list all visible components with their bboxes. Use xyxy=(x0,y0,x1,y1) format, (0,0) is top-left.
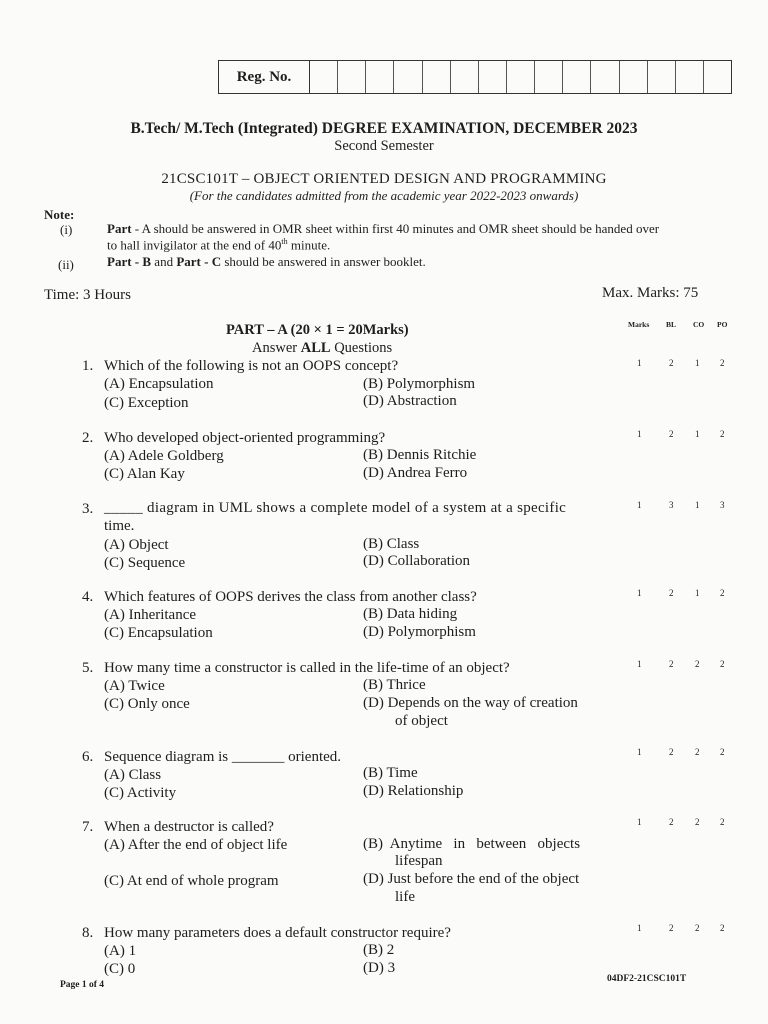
note-i-text3: minute. xyxy=(287,237,331,253)
note-i-number: (i) xyxy=(60,222,73,237)
q-marks: 1 xyxy=(637,659,642,669)
option-d: (D) Polymorphism xyxy=(363,624,476,640)
reg-cell xyxy=(394,61,422,93)
option-c: (C) At end of whole program xyxy=(104,873,279,889)
q-marks: 1 xyxy=(637,747,642,757)
option-b: (B) Data hiding xyxy=(363,606,458,622)
q-marks: 1 xyxy=(637,429,642,439)
course-title: 21CSC101T – OBJECT ORIENTED DESIGN AND PROGRAMMING xyxy=(161,171,607,187)
option-a: (A) Inheritance xyxy=(104,607,197,623)
reg-cell xyxy=(563,61,591,93)
q-bl: 2 xyxy=(669,588,674,598)
note-ii-number: (ii) xyxy=(58,257,74,272)
option-d: (D) Just before the end of the object xyxy=(363,871,580,887)
option-a: (A) After the end of object life xyxy=(104,837,288,853)
reg-cell xyxy=(338,61,366,93)
option-a: (A) Object xyxy=(104,537,169,553)
question-number: 7. xyxy=(82,819,94,835)
header-co: CO xyxy=(693,320,705,329)
option-c: (C) Only once xyxy=(104,696,190,712)
question-number: 2. xyxy=(82,430,94,446)
q-po: 2 xyxy=(720,747,725,757)
option-b: (B) Time xyxy=(363,765,418,781)
question-text-cont: time. xyxy=(104,518,135,534)
reg-cell xyxy=(451,61,479,93)
q-bl: 2 xyxy=(669,923,674,933)
q-co: 2 xyxy=(695,817,700,827)
option-a: (A) Twice xyxy=(104,678,165,694)
option-b: (B) Polymorphism xyxy=(363,376,476,392)
course-subtitle: (For the candidates admitted from the academic year 2022-2023 onwards) xyxy=(189,188,579,203)
question-text: How many parameters does a default constructor require? xyxy=(104,925,451,941)
option-d: (D) Collaboration xyxy=(363,553,471,569)
reg-cell xyxy=(310,61,338,93)
semester: Second Semester xyxy=(334,138,434,154)
reg-no-box xyxy=(218,60,732,94)
option-d: (D) Abstraction xyxy=(363,393,457,409)
q-bl: 2 xyxy=(669,659,674,669)
q-co: 1 xyxy=(695,500,700,510)
q-bl: 2 xyxy=(669,358,674,368)
exam-title: B.Tech/ M.Tech (Integrated) DEGREE EXAMINATION, DECEMBER 2023 xyxy=(130,120,638,137)
reg-cell xyxy=(704,61,731,93)
option-c: (C) Activity xyxy=(104,785,177,801)
q-po: 2 xyxy=(720,923,725,933)
option-d-cont: life xyxy=(395,889,415,905)
option-a: (A) Encapsulation xyxy=(104,376,214,392)
page-number: Page 1 of 4 xyxy=(60,980,105,990)
reg-cell xyxy=(366,61,394,93)
note-ii-text2: should be answered in answer booklet. xyxy=(221,254,426,269)
question-text: Sequence diagram is _______ oriented. xyxy=(104,749,342,765)
option-b: (B) Anytime in between objects xyxy=(363,836,581,852)
reg-cell xyxy=(620,61,648,93)
header-marks: Marks xyxy=(628,320,650,329)
instr-post: Questions xyxy=(330,340,393,356)
option-b: (B) Dennis Ritchie xyxy=(363,447,477,463)
option-a: (A) 1 xyxy=(104,943,137,959)
option-a: (A) Adele Goldberg xyxy=(104,448,224,464)
option-c: (C) Exception xyxy=(104,395,189,411)
option-c: (C) Encapsulation xyxy=(104,625,213,641)
option-c: (C) Alan Kay xyxy=(104,466,185,482)
question-number: 8. xyxy=(82,925,94,941)
q-co: 1 xyxy=(695,429,700,439)
note-i-line2 xyxy=(107,237,330,253)
reg-cell xyxy=(535,61,563,93)
option-b: (B) Class xyxy=(363,536,420,552)
q-co: 1 xyxy=(695,588,700,598)
reg-cell xyxy=(423,61,451,93)
header-bl: BL xyxy=(666,320,677,329)
q-po: 2 xyxy=(720,429,725,439)
reg-cell xyxy=(479,61,507,93)
note-ii-line xyxy=(107,254,426,270)
question-number: 1. xyxy=(82,358,94,374)
option-d: (D) Depends on the way of creation xyxy=(363,695,578,711)
q-bl: 2 xyxy=(669,817,674,827)
q-co: 2 xyxy=(695,923,700,933)
time: Time: 3 Hours xyxy=(44,287,131,303)
option-a: (A) Class xyxy=(104,767,162,783)
note-i-text2: to hall invigilator at the end of 40 xyxy=(107,237,282,253)
instr-bold: ALL xyxy=(300,340,331,356)
question-text: Who developed object-oriented programming? xyxy=(104,430,386,446)
reg-cell xyxy=(591,61,619,93)
note-ii-text1: and xyxy=(151,254,177,269)
part-a-instruction xyxy=(252,340,392,357)
reg-no-label: Reg. No. xyxy=(219,61,310,93)
question-text: Which features of OOPS derives the class from another class? xyxy=(104,589,477,605)
q-bl: 3 xyxy=(669,500,674,510)
option-c: (C) Sequence xyxy=(104,555,186,571)
q-bl: 2 xyxy=(669,429,674,439)
option-b: (B) 2 xyxy=(363,942,395,958)
q-marks: 1 xyxy=(637,500,642,510)
q-po: 2 xyxy=(720,659,725,669)
q-marks: 1 xyxy=(637,358,642,368)
question-text: When a destructor is called? xyxy=(104,819,274,835)
question-text: Which of the following is not an OOPS concept? xyxy=(104,358,399,374)
q-marks: 1 xyxy=(637,817,642,827)
q-bl: 2 xyxy=(669,747,674,757)
option-b-cont: lifespan xyxy=(395,853,443,869)
note-i-bold: Part xyxy=(107,221,132,236)
option-d-cont: of object xyxy=(395,713,448,729)
option-d: (D) Relationship xyxy=(363,783,464,799)
q-co: 1 xyxy=(695,358,700,368)
option-b: (B) Thrice xyxy=(363,677,426,693)
q-po: 2 xyxy=(720,588,725,598)
q-co: 2 xyxy=(695,747,700,757)
q-marks: 1 xyxy=(637,588,642,598)
q-po: 3 xyxy=(720,500,725,510)
q-co: 2 xyxy=(695,659,700,669)
note-ii-bold2: Part - C xyxy=(176,254,222,269)
option-d: (D) 3 xyxy=(363,960,396,976)
note-i-text1: - A should be answered in OMR sheet within first 40 minutes and OMR sheet should be handed over xyxy=(131,221,660,236)
note-i-line1 xyxy=(107,221,737,237)
question-number: 6. xyxy=(82,749,94,765)
q-po: 2 xyxy=(720,817,725,827)
option-c: (C) 0 xyxy=(104,961,136,977)
question-number: 3. xyxy=(82,501,94,517)
note-i-sup: th xyxy=(281,237,288,246)
question-number: 5. xyxy=(82,660,94,676)
option-d: (D) Andrea Ferro xyxy=(363,465,468,481)
question-text: How many time a constructor is called in the life-time of an object? xyxy=(104,660,510,676)
reg-cell xyxy=(676,61,704,93)
max-marks: Max. Marks: 75 xyxy=(602,285,699,301)
paper-code: 04DF2-21CSC101T xyxy=(607,974,687,984)
q-marks: 1 xyxy=(637,923,642,933)
header-po: PO xyxy=(717,320,728,329)
note-heading: Note: xyxy=(44,207,75,222)
part-a-heading: PART – A (20 × 1 = 20Marks) xyxy=(226,322,409,338)
reg-cell xyxy=(648,61,676,93)
q-po: 2 xyxy=(720,358,725,368)
reg-cell xyxy=(507,61,535,93)
question-number: 4. xyxy=(82,589,94,605)
question-text: _____ diagram in UML shows a complete model of a system at a specific xyxy=(104,500,567,516)
note-ii-bold1: Part - B xyxy=(107,254,152,269)
instr-pre: Answer xyxy=(252,340,301,356)
